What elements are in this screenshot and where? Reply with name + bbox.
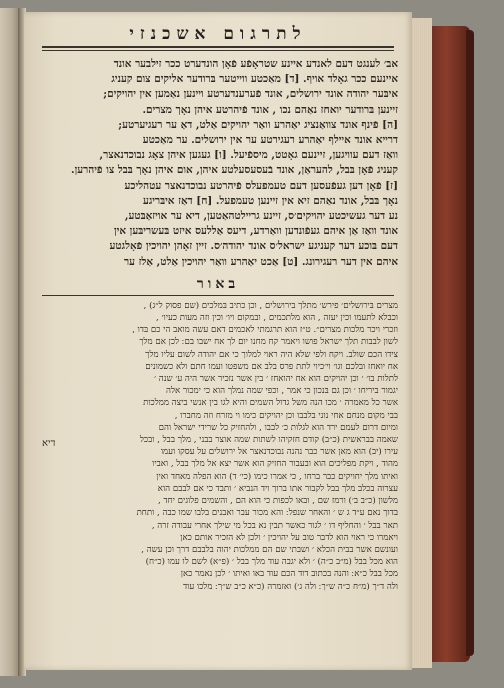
commentary-line: לתלות בו׳ ׳ וכן יהויקים הוא אח יהואחז ׳ בין אשר נזכיר אשר היה ע׳ שנה ׳ [154, 374, 398, 385]
book-cover [430, 26, 470, 662]
page-content [38, 18, 398, 593]
main-text-line: דרייא אונד איילף יאַהרע רעגירטע ער אין ירושלים. ער מאַכטע [142, 134, 398, 147]
main-text-line: איבּער יהודה אונד ירושלים, אונד פֿערענדערטע ויינען נאַמען אין יהויקים; [103, 88, 398, 101]
commentary-line: מכל בבל כ״א ׃ והנה בכתוב דוד הכם עוד באו ואיתו ׳ לכן נאמר כאן [180, 569, 398, 580]
commentary-line: ויאמרו כי ראוי הוא לדבר טוב על יהויכין ׳ ולכן לא הזכיר אותם כאן [180, 532, 398, 543]
main-text-line: אונד וואַז אַן איהם געפֿונדען וואַרדע, דיעס אַללעס איזט בּעשריבּען אין [114, 225, 398, 238]
main-text-line: וואַז דעם עוויגען, זיינעם גאָטט, מיספֿיעל. [ו] געגען איהן צאָג נבוכדנאצר, [99, 149, 398, 162]
main-text-line: נאָך בּבל, אונד נאַהם זיא אין זיינען טעמפעל. [ח] דאַז איבּריגע [142, 194, 398, 207]
commentary-line: אח יואחז ובלכם וגו׳ וי׳כיוי לתת פרס בלב אם משפטו ועמו חתם ולא כשמונים [145, 361, 398, 372]
commentary-block [38, 300, 398, 593]
catchword: דיא [42, 438, 56, 449]
commentary-line: אשר כל מאמרה ׳ מכו הנה משל גדול השמים והיא לגו בין אנשי ביצה ממלכות [143, 398, 398, 409]
commentary-line: עצרוה בכלב מלך בבל לקבור אתו ברוך ויד הנביא ׳ ותבד כי אם לבבם הוא [157, 483, 398, 494]
commentary-line: צידו הכם שולב. ויקח ולפי שלא היה ראוי למלוך כי אם יהודה לשום עליו מלך [145, 349, 398, 360]
commentary-title: באור [196, 275, 240, 292]
commentary-line: הוא מכל בבל (מ״ב כ״ה) ׳ ולא יגבה עוד מלך בבל ׳ (פ״א) לשם לו עמו (כ״ח) [145, 557, 398, 568]
commentary-line: מהוד , ויקת מפליכים הוא ובעבור החזיק הוא אשר יצא אל מלך בבל , ואביו [152, 459, 398, 470]
facing-page-edge [0, 8, 20, 676]
main-text-line: אב׳ לענגט דעם לאנדע איינע שטראָפֿע פֿאָן הונדערט ככר זילבער אונד [113, 58, 398, 70]
main-text-block [38, 57, 398, 270]
commentary-line: שאמה בבראשית (כ״ב) קודם חזקיהו לשתות שמה אוצר בבני , מלך בבל , ובכל [139, 435, 398, 446]
main-text-line: קעניג פֿאָן בּבל, להעראַן, אונד בֿעסעסעלטע איהן, אום איהן נאָך בּבל צו פֿיהרען. [70, 164, 398, 177]
commentary-line: יגמור ביריחו ׳ וכן גם בּנכון כי אמר , וכפי שמה נמלך הוא כי ימכור אלה [166, 386, 398, 397]
commentary-line: ולה ד״ך (מ״ח כ״ה ש״ך ׃ ולה ג׳) ואזמרה (כ״א כ״ב ש״ך ׃ מלכו עוד [182, 581, 398, 592]
commentary-line: בדוך נאם ע״ד ג ש ׳ והאחר שנפל ׃ והא מכור עבר ואבנים בלבו שמו כבה , ותחת [136, 508, 398, 519]
commentary-line: וכבלא לתעמו וכין יעזה , הוא מלתכמים , ובמקום ויו׳ וכין וזה מעות כעיו׳ , [156, 313, 398, 324]
page-stack-edges [410, 18, 432, 668]
book-page [24, 12, 412, 670]
commentary-line: לשון לבבות תלך ישראל פושו ויאמר קח מחנו יום לך אח ישבו בם ׃ לכן אם מלך [139, 337, 398, 348]
main-text-line: נע דער געשיכטע יהויקים׳ס, זיינע גריילטהאַטען, דיא ער אויזאַבּטע, [124, 210, 398, 223]
commentary-line: ועונשם אשר בבית הכלא ׳ ושבתי שם הם ממלכות יהוה בלבבם דרך וכן עשה , [141, 544, 398, 555]
commentary-rule [42, 295, 394, 296]
commentary-line: ואיתו מלך יחויקים כבר ברחו , כי אמרו כימו (כי׳ ד) הוא הפלה מאחד ואין [156, 471, 398, 482]
commentary-line: עירו (יב) הוא מאן אשר כבר נהנה נבוכדנאצר אל ירושלים על עסקו ועמו [160, 447, 398, 458]
main-text-line: [ז] פֿאָן דען געפֿעסען דעם טעמפעלס פֿיהרטע נבוכדנאצר עטהליכע [124, 179, 398, 192]
main-text-line: דעם בּוכע דער קעניגע ישראל׳ס אונד יהודה׳ס. זיין זאָהן יהויכין פֿאָלגטע [109, 240, 398, 253]
header-rule [42, 46, 394, 48]
main-text-line: [ה] פֿינף אונד צוואַנציג יאַהרע וואַר יהויקים אַלט, דאַ ער רעגיערטע; [118, 118, 398, 131]
main-text-line: איהם אין דער רעגירונג. [ט] אַכט יאַהרע וואַר יהויכין אַלט, אַלז ער [124, 255, 398, 268]
header-rule-thin [42, 50, 394, 51]
commentary-line: תאר בבל ׳ והחליף דו ׳ לגור כאשר תבין נא בכל מי שילך אחרי עבודה זרה , [151, 520, 398, 531]
commentary-line: מלשון (כ״ב ב׳) ורמז שם , ובאו לכפות כי הוא הם , והשמים פלוגים יחד , [157, 496, 398, 507]
main-text-line: זיינען בּרודער יואחז נאַהם נכו , אונד פֿיהרטע איהן נאָך מצרים. [142, 103, 398, 116]
commentary-line: בבי מקום מנחם אחי נוני בלבבו וכן יהויקים כימו וי מזרח וזה מחברו , [174, 410, 398, 421]
main-text-line: איינעם ככר גאָלד אויף. [ד] מאַכטע ווייטער בּרודער אליקים צום קעניג [111, 73, 398, 86]
commentary-line: וזכרי ויכר מלכות מצרים״. ט״ז הוא תרגמתי לאכמים דאם עשה מואב הי כם בּדו , [132, 325, 398, 336]
commentary-line: ומיום דרום לעמם ירד הוא לגלות כ׳ לבבו , ולהחזיק כל שרידי ישראל והם [158, 422, 398, 433]
commentary-line: מצרים בּירושלים׳ פירש׳ מתלך בירושלים , וכן כתיב בּמלכים (שם פסוק ל״ג) , [143, 300, 398, 311]
book-cover-edge [466, 30, 474, 656]
running-header: לתרגום אשכנזי [129, 24, 307, 44]
